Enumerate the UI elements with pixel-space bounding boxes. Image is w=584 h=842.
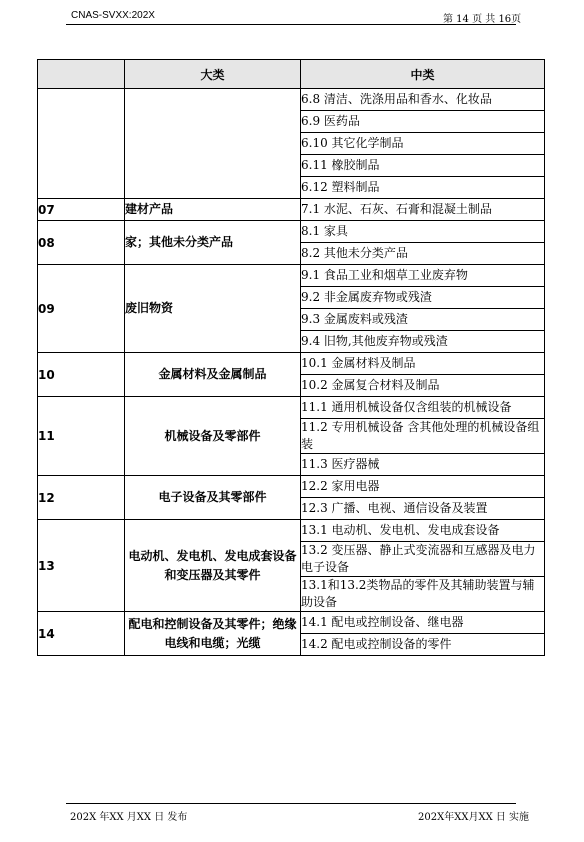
- table-row: [38, 221, 545, 243]
- subcategory-item: 6.12 塑料制品: [301, 177, 545, 199]
- subcategory-item: 6.10 其它化学制品: [301, 133, 545, 155]
- header-page-number: 第 14 页 共 16页: [443, 14, 522, 25]
- category-code: 13: [38, 520, 125, 612]
- category-name: [125, 89, 301, 199]
- subcategory-item: 9.3 金属废料或残渣: [301, 309, 545, 331]
- subcategory-item: 6.9 医药品: [301, 111, 545, 133]
- header-doc-code: CNAS-SVXX:202X: [71, 10, 155, 21]
- table-row: [38, 397, 545, 419]
- table-row: [38, 265, 545, 287]
- table-row: [38, 199, 545, 221]
- table-body: [38, 89, 545, 656]
- category-code: 07: [38, 199, 125, 221]
- table-row: [38, 612, 545, 634]
- col-header-subcategory: 中类: [301, 60, 545, 89]
- category-code: [38, 89, 125, 199]
- subcategory-item: 6.11 橡胶制品: [301, 155, 545, 177]
- category-name: 废旧物资: [125, 265, 301, 353]
- category-name: 家；其他未分类产品: [125, 221, 301, 265]
- subcategory-item: 8.2 其他未分类产品: [301, 243, 545, 265]
- footer-effective-date: 202X年XX月XX 日 实施: [418, 812, 530, 823]
- subcategory-item: 9.4 旧物,其他废弃物或残渣: [301, 331, 545, 353]
- subcategory-item: 14.1 配电或控制设备、继电器: [301, 612, 545, 634]
- subcategory-item: 12.3 广播、电视、通信设备及装置: [301, 498, 545, 520]
- category-code: 09: [38, 265, 125, 353]
- category-name: 配电和控制设备及其零件；绝缘电线和电缆；光缆: [125, 612, 301, 656]
- subcategory-item: 10.2 金属复合材料及制品: [301, 375, 545, 397]
- category-code: 11: [38, 397, 125, 476]
- subcategory-item: 12.2 家用电器: [301, 476, 545, 498]
- subcategory-item: 8.1 家具: [301, 221, 545, 243]
- category-name: 建材产品: [125, 199, 301, 221]
- table-row: [38, 89, 545, 111]
- table-row: [38, 476, 545, 498]
- subcategory-item: 14.2 配电或控制设备的零件: [301, 634, 545, 656]
- category-code: 12: [38, 476, 125, 520]
- category-name: 电子设备及其零部件: [125, 476, 301, 520]
- subcategory-item: 6.8 清洁、洗涤用品和香水、化妆品: [301, 89, 545, 111]
- table-row: [38, 520, 545, 542]
- subcategory-item: 13.1和13.2类物品的零件及其辅助装置与辅助设备: [301, 577, 545, 612]
- subcategory-item: 13.1 电动机、发电机、发电成套设备: [301, 520, 545, 542]
- table-header-row: [38, 60, 545, 89]
- classification-table: [37, 59, 545, 656]
- category-name: 电动机、发电机、发电成套设备和变压器及其零件: [125, 520, 301, 612]
- subcategory-item: 9.2 非金属废弃物或残渣: [301, 287, 545, 309]
- footer-rule: [66, 803, 516, 804]
- header-rule: [66, 24, 516, 25]
- subcategory-item: 11.2 专用机械设备 含其他处理的机械设备组装: [301, 419, 545, 454]
- col-header-code: [38, 60, 125, 89]
- category-code: 08: [38, 221, 125, 265]
- subcategory-item: 11.3 医疗器械: [301, 454, 545, 476]
- col-header-category: 大类: [125, 60, 301, 89]
- category-name: 机械设备及零部件: [125, 397, 301, 476]
- category-code: 14: [38, 612, 125, 656]
- subcategory-item: 7.1 水泥、石灰、石膏和混凝土制品: [301, 199, 545, 221]
- subcategory-item: 11.1 通用机械设备仅含组装的机械设备: [301, 397, 545, 419]
- subcategory-item: 9.1 食品工业和烟草工业废弃物: [301, 265, 545, 287]
- footer-publish-date: 202X 年XX 月XX 日 发布: [70, 812, 188, 823]
- subcategory-item: 10.1 金属材料及制品: [301, 353, 545, 375]
- table-row: [38, 353, 545, 375]
- category-code: 10: [38, 353, 125, 397]
- category-name: 金属材料及金属制品: [125, 353, 301, 397]
- subcategory-item: 13.2 变压器、静止式变流器和互感器及电力电子设备: [301, 542, 545, 577]
